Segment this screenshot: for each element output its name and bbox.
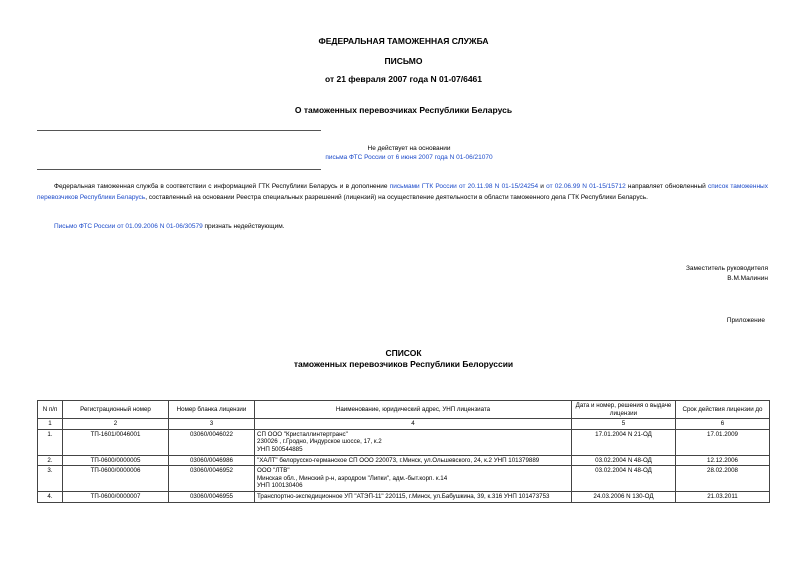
registration-number: ТП-0600/0000007 <box>63 491 169 502</box>
header-cell: Наименование, юридический адрес, УНП лицензиата <box>255 401 572 419</box>
p1-text-3: направляет обновленный <box>625 183 708 190</box>
decision-date-number: 03.02.2004 N 48-ОД <box>572 466 676 492</box>
table-header-row <box>38 401 770 419</box>
p2-text: признать недействующим. <box>202 223 285 230</box>
registration-number: ТП-0600/0000006 <box>63 466 169 492</box>
table-row <box>38 491 770 502</box>
column-number-cell: 2 <box>63 419 169 430</box>
license-valid-until: 21.03.2011 <box>676 491 770 502</box>
column-number-row <box>38 419 770 430</box>
registration-number: ТП-1601/0046001 <box>63 429 169 455</box>
column-number-cell: 4 <box>255 419 572 430</box>
column-number-cell: 5 <box>572 419 676 430</box>
document-type: ПИСЬМО <box>384 56 423 66</box>
licensee-line: Минская обл., Минский р-н, аэродром "Липки", адм.-быт.корп. к.14 <box>257 474 448 482</box>
license-blank-number: 03060/0046022 <box>169 429 255 455</box>
body-paragraph-1 <box>37 182 768 203</box>
divider-top <box>37 130 321 131</box>
row-number: 2. <box>38 455 63 466</box>
license-valid-until: 28.02.2008 <box>676 466 770 492</box>
carriers-table <box>37 400 770 503</box>
p1-text-1: Федеральная таможенная служба в соответствии с информацией ГТК Республики Беларусь и в дополнение <box>54 183 390 190</box>
status-link[interactable]: письма ФТС России от 6 июня 2007 года N 01-06/21070 <box>325 154 493 161</box>
decision-date-number: 24.03.2006 N 130-ОД <box>572 491 676 502</box>
licensee-line: УНП 500544885 <box>257 445 303 453</box>
licensee-line: ООО "ЛТВ" <box>257 467 290 475</box>
table-row <box>38 466 770 492</box>
column-number-cell: 6 <box>676 419 770 430</box>
header-cell: N п/п <box>38 401 63 419</box>
header-cell: Дата и номер, решения о выдаче лицензии <box>572 401 676 419</box>
row-number: 1. <box>38 429 63 455</box>
row-number: 4. <box>38 491 63 502</box>
column-number-cell: 3 <box>169 419 255 430</box>
decision-date-number: 03.02.2004 N 48-ОД <box>572 455 676 466</box>
document-subject: О таможенных перевозчиках Республики Беларусь <box>294 105 513 115</box>
licensee-info <box>255 491 572 502</box>
licensee-line: Транспортно-экспедиционное УП "АТЭП-11" 220115, г.Минск, ул.Бабушкина, 39, к.316 УНП 101473753 <box>257 492 550 500</box>
link-letters-gtk[interactable]: письмами ГТК России от 20.11.98 N 01-15/24254 <box>389 183 539 190</box>
licensee-info <box>255 466 572 492</box>
p1-text-2: и <box>538 183 547 190</box>
signature-name: В.М.Малинин <box>727 275 768 282</box>
list-subtitle: таможенных перевозчиков Республики Белоруссии <box>293 359 514 369</box>
appendix-label: Приложение <box>726 317 765 324</box>
agency-title: ФЕДЕРАЛЬНАЯ ТАМОЖЕННАЯ СЛУЖБА <box>318 36 489 46</box>
licensee-line: УНП 100130406 <box>257 482 303 490</box>
registration-number: ТП-0600/0000005 <box>63 455 169 466</box>
license-blank-number: 03060/0046986 <box>169 455 255 466</box>
license-blank-number: 03060/0046952 <box>169 466 255 492</box>
licensee-line: 230026 , г.Гродно, Индурское шоссе, 17, к.2 <box>257 438 382 446</box>
column-number-cell: 1 <box>38 419 63 430</box>
status-note: Не действует на основании <box>367 145 451 152</box>
signature-position: Заместитель руководителя <box>686 265 768 272</box>
link-fts-letter-2006[interactable]: Письмо ФТС России от 01.09.2006 N 01-06/30579 <box>54 223 203 230</box>
header-cell: Номер бланка лицензии <box>169 401 255 419</box>
link-letter-1999[interactable]: от 02.06.99 N 01-15/15712 <box>546 183 626 190</box>
header-cell: Регистрационный номер <box>63 401 169 419</box>
decision-date-number: 17.01.2004 N 21-ОД <box>572 429 676 455</box>
p1-text-4: , составленный на основании Реестра специальных разрешений (лицензий) на осуществление деятельности в области таможенного дела ГТК Республики Беларусь. <box>145 193 648 201</box>
table-row <box>38 429 770 455</box>
license-valid-until: 17.01.2009 <box>676 429 770 455</box>
license-blank-number: 03060/0046955 <box>169 491 255 502</box>
licensee-line: "ХАЛТ" белорусско-германское СП ООО 220073, г.Минск, ул.Ольшевского, 24, к.2 УНП 101379889 <box>257 456 540 464</box>
list-title: СПИСОК <box>385 348 422 358</box>
link-carrier-list[interactable]: список таможенных перевозчиков Республики Беларусь <box>37 183 768 201</box>
licensee-info <box>255 455 572 466</box>
licensee-info <box>255 429 572 455</box>
license-valid-until: 12.12.2006 <box>676 455 770 466</box>
body-paragraph-2 <box>54 223 754 230</box>
divider-bottom <box>37 169 321 170</box>
header-cell: Срок действия лицензии до <box>676 401 770 419</box>
table-row <box>38 455 770 466</box>
row-number: 3. <box>38 466 63 492</box>
document-date-number: от 21 февраля 2007 года N 01-07/6461 <box>324 74 482 84</box>
licensee-line: СП ООО "Кристаллинтертранс" <box>257 430 348 438</box>
